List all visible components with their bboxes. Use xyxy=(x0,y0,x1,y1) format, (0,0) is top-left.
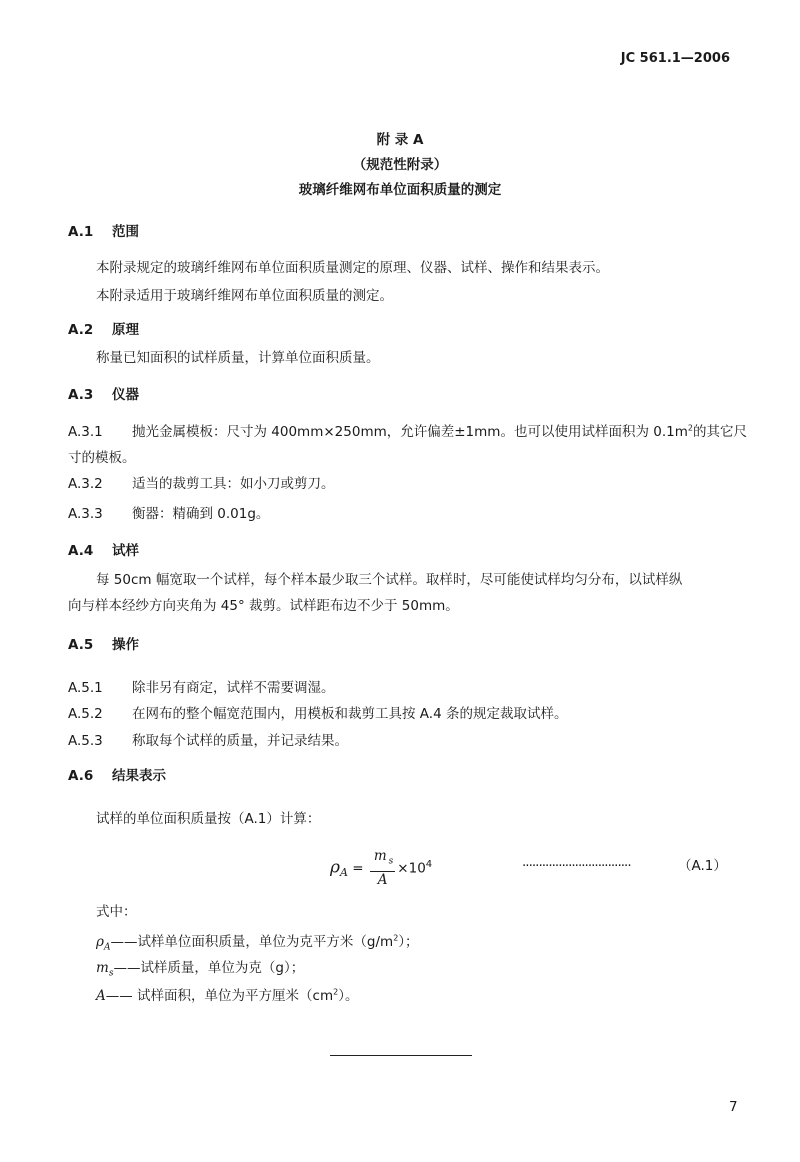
symbol-definition: $m_s——$试样质量，单位为克（g）； xyxy=(96,960,305,979)
clause-continuation: 寸的模板。 xyxy=(68,450,136,466)
footer-rule xyxy=(330,1055,472,1056)
fraction: $\frac{m _s}{A}$ xyxy=(370,848,395,889)
symbol-definition: $\rho_A——$试样单位面积质量，单位为克平方米$(g/m^2)$； xyxy=(96,933,419,953)
formula-number: （A.1） xyxy=(678,858,727,874)
paragraph: 本附录规定的玻璃纤维网布单位面积质量测定的原理、仪器、试样、操作和结果表示。 xyxy=(96,260,609,276)
clause-a5-2: A.5.2 在网布的整个幅宽范围内，用模板和裁剪工具按 A.4 条的规定裁取试样。 xyxy=(68,706,568,722)
document-code: JC 561.1—2006 xyxy=(620,51,730,66)
paragraph: 试样的单位面积质量按（A.1）计算： xyxy=(96,811,321,827)
section-heading-a4: A.4 试样 xyxy=(68,543,139,559)
clause-a5-1: A.5.1 除非另有商定，试样不需要调湿。 xyxy=(68,680,335,696)
clause-a3-2: A.3.2 适当的裁剪工具：如小刀或剪刀。 xyxy=(68,476,335,492)
section-heading-a2: A.2 原理 xyxy=(68,322,139,338)
clause-a5-3: A.5.3 称取每个试样的质量，并记录结果。 xyxy=(68,733,348,749)
paragraph: 向与样本经纱方向夹角为 45° 裁剪。试样距布边不少于 50mm。 xyxy=(68,598,459,614)
section-heading-a3: A.3 仪器 xyxy=(68,387,139,403)
section-heading-a6: A.6 结果表示 xyxy=(68,768,166,784)
paragraph: 称量已知面积的试样质量，计算单位面积质量。 xyxy=(96,350,380,366)
page-number: 7 xyxy=(729,1099,738,1115)
appendix-type: （规范性附录） xyxy=(352,157,448,173)
paragraph: 每 50cm 幅宽取一个试样，每个样本最少取三个试样。取样时，尽可能使试样均匀分布，以试样纵 xyxy=(96,572,683,588)
formula-leader: ································· xyxy=(522,858,631,874)
symbol-definition: A—— 试样面积，单位为平方厘米$(cm^2)$。 xyxy=(96,987,359,1004)
appendix-label: 附 录 A xyxy=(376,132,424,148)
paragraph: 本附录适用于玻璃纤维网布单位面积质量的测定。 xyxy=(96,288,393,304)
clause-a3-3: A.3.3 衡器：精确到 0.01g。 xyxy=(68,506,270,522)
section-heading-a1: A.1 范围 xyxy=(68,224,139,240)
where-intro: 式中： xyxy=(96,904,137,920)
appendix-title: 玻璃纤维网布单位面积质量的测定 xyxy=(298,182,502,198)
clause-a3-1: A.3.1 抛光金属模板：尺寸为 400mm×250mm，允许偏差±1mm。也可以使用试样面积为 $0.1m^2$的其它尺 xyxy=(68,423,747,440)
formula-a1: $\rho_A$ = $\frac{m _s}{A}$ $\times 10^4$ xyxy=(330,848,433,888)
section-heading-a5: A.5 操作 xyxy=(68,637,139,653)
